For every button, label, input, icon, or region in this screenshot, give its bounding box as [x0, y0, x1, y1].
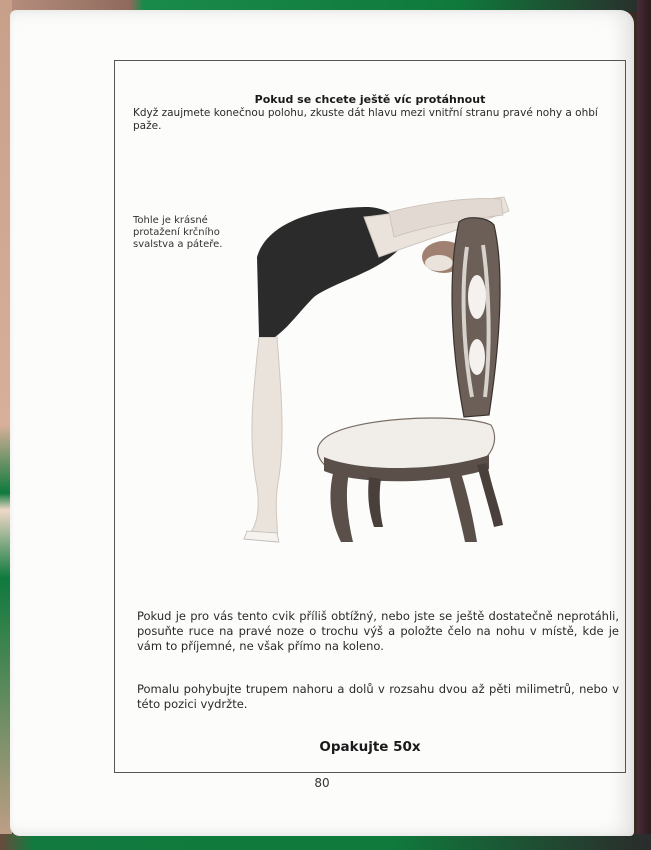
- content-frame: [114, 60, 626, 773]
- section-title: Pokud se chcete ještě víc protáhnout: [254, 93, 486, 106]
- ballet-slipper: [244, 531, 279, 542]
- chair-leg: [477, 463, 503, 527]
- repeat-instruction: Opakujte 50x: [319, 739, 421, 755]
- chair-leg: [330, 469, 353, 542]
- book-edge-right: [637, 0, 651, 850]
- chair-leg: [368, 477, 383, 527]
- intro-text: Když zaujmete konečnou polohu, zkuste dát hlavu mezi vnitřní stranu pravé nohy a ohbí paže.: [133, 107, 598, 132]
- instruction-paragraph-2: Pomalu pohybujte trupem nahoru a dolů v rozsahu dvou až pěti milimetrů, nebo v této pozici vydržte.: [137, 682, 619, 711]
- page-number: 80: [314, 776, 330, 790]
- side-note: Tohle je krásné protažení krčního svalstva a páteře.: [133, 215, 223, 250]
- standing-leg: [244, 337, 282, 542]
- book-edge-bottom: [0, 834, 651, 850]
- book-page: [10, 10, 634, 836]
- instruction-paragraph-1: Pokud je pro vás tento cvik příliš obtížný, nebo jste se ještě dostatečně neprotáhli, posuňte ruce na pravé noze o trochu výš a položte čelo na nohu v místě, kde je vám to příjemné, ne však přímo na koleno.: [137, 609, 619, 653]
- chair-leg: [449, 473, 477, 542]
- stretch-illustration: [239, 187, 539, 547]
